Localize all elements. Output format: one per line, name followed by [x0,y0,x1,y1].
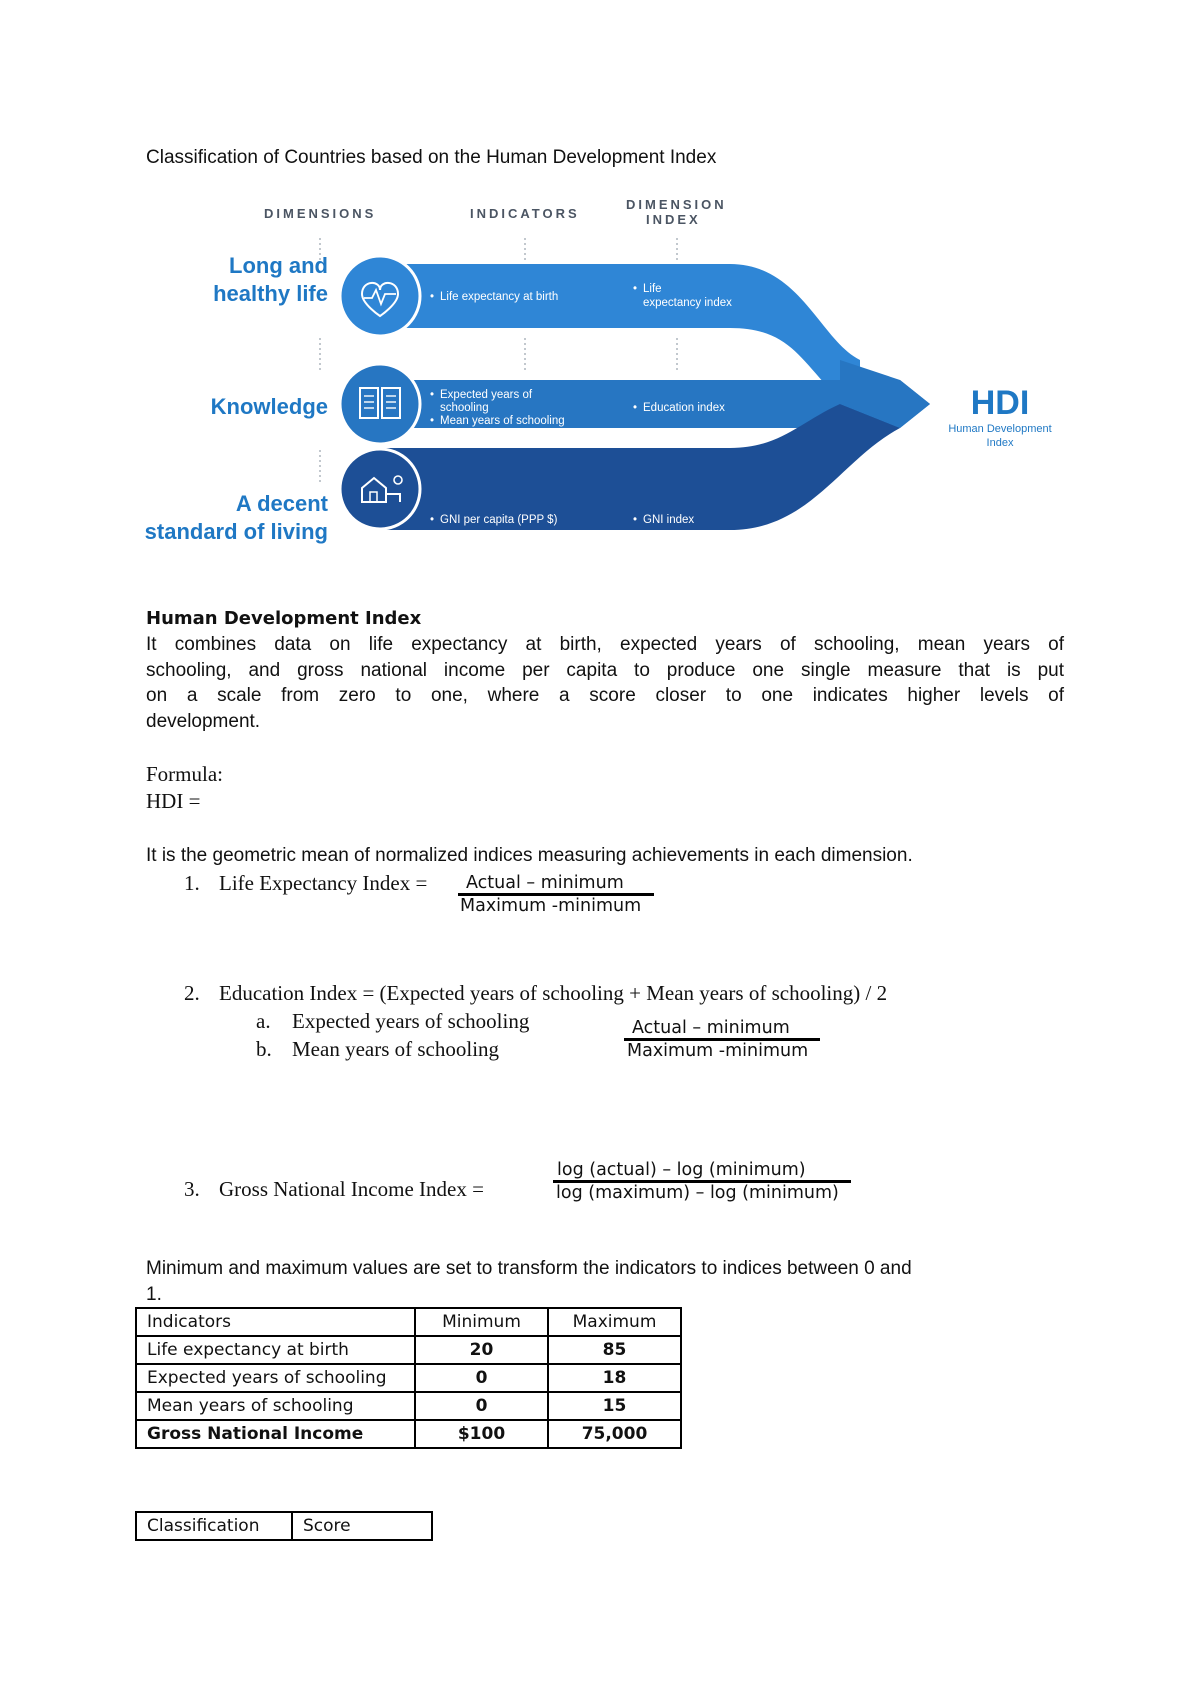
table-cell: Mean years of schooling [136,1392,415,1420]
table-cell: $100 [415,1420,548,1448]
dimension-living-line2: standard of living [144,519,328,544]
table-header-cell: Maximum [548,1308,681,1336]
item2-sub-a-number: a. [256,1009,271,1033]
table-header-cell: Classification [136,1512,292,1540]
note-line: 1. [146,1284,162,1305]
item2-label: Education Index = (Expected years of schooling + Mean years of schooling) / 2 [219,981,888,1005]
fraction-numerator: Actual – minimum [632,1018,790,1038]
life-expectancy-fraction [458,873,654,916]
table-row [136,1392,681,1420]
item3-number: 3. [184,1177,200,1201]
table-cell: 20 [415,1336,548,1364]
header-index: INDEX [646,212,701,227]
dimension-health-line2: healthy life [213,281,328,306]
table-cell: 0 [415,1392,548,1420]
education-fraction [624,1018,820,1061]
bullet: • [430,291,435,303]
table-cell: 0 [415,1364,548,1392]
table-cell: 75,000 [548,1420,681,1448]
header-indicators: INDICATORS [470,206,580,221]
fraction-denominator: log (maximum) – log (minimum) [556,1183,839,1203]
minmax-table [135,1307,682,1449]
paragraph-line: It combines data on life expectancy at birth, expected years of schooling, mean years of [146,634,1064,655]
hdi-heading: Human Development Index [146,608,422,629]
bullet: • [633,402,638,414]
table-cell: Expected years of schooling [136,1364,415,1392]
index-life-2: expectancy index [643,297,732,309]
minmax-note [146,1256,912,1308]
house-icon [340,449,420,529]
table-header-row [136,1308,681,1336]
dimension-health-line1: Long and [229,253,328,278]
hdi-equation: HDI = [146,789,201,813]
bullet: • [430,389,435,401]
indicator-gni: GNI per capita (PPP $) [440,514,558,526]
index-gni: GNI index [643,514,695,526]
hdi-subtitle-2: Index [986,437,1014,449]
hdi-paragraph [146,632,1064,734]
page-title: Classification of Countries based on the Human Development Index [146,147,717,168]
bullet: • [430,514,435,526]
geometric-mean-text: It is the geometric mean of normalized indices measuring achievements in each dimension. [146,845,913,866]
table-row [136,1364,681,1392]
table-cell: 85 [548,1336,681,1364]
header-dimensions: DIMENSIONS [264,206,377,221]
book-icon [340,364,420,444]
hdi-title: HDI [970,384,1030,422]
table-header-cell: Score [292,1512,432,1540]
index-life-1: Life [643,283,662,295]
classification-table [135,1511,433,1541]
bullet: • [633,283,638,295]
table-cell: 15 [548,1392,681,1420]
paragraph-line: development. [146,710,261,732]
paragraph-line: schooling, and gross national income per capita to produce one single measure that is put [146,659,1064,681]
indicator-expected-years-1: Expected years of [440,389,533,401]
table-cell: Gross National Income [136,1420,415,1448]
index-education: Education index [643,402,725,414]
indicator-mean-years: Mean years of schooling [440,415,565,427]
table-header-row [136,1512,432,1540]
table-header-cell: Minimum [415,1308,548,1336]
indicator-life-expectancy: Life expectancy at birth [440,291,559,303]
paragraph-line: on a scale from zero to one, where a score closer to one indicates higher levels of [146,685,1064,706]
item2-sub-b-number: b. [256,1037,272,1061]
gni-fraction [553,1160,851,1203]
table-cell: Life expectancy at birth [136,1336,415,1364]
heart-pulse-icon [340,256,420,336]
fraction-numerator: log (actual) – log (minimum) [557,1160,806,1180]
fraction-denominator: Maximum -minimum [627,1041,809,1061]
band-health [380,264,860,400]
dimension-knowledge: Knowledge [210,394,328,419]
table-header-cell: Indicators [136,1308,415,1336]
hdi-subtitle-1: Human Development [948,423,1052,435]
item3-label: Gross National Income Index = [219,1177,484,1201]
fraction-denominator: Maximum -minimum [460,896,642,916]
item1-number: 1. [184,871,200,895]
item1-label: Life Expectancy Index = [219,871,428,895]
indicator-expected-years-2: schooling [440,402,489,414]
item2-number: 2. [184,981,200,1005]
item2-sub-a: Expected years of schooling [292,1009,530,1033]
fraction-numerator: Actual – minimum [466,873,624,893]
table-row [136,1420,681,1448]
formula-label: Formula: [146,762,223,786]
hdi-diagram [140,190,1080,590]
item2-sub-b: Mean years of schooling [292,1037,500,1061]
note-line: Minimum and maximum values are set to transform the indicators to indices between 0 and [146,1258,912,1279]
bullet: • [633,514,638,526]
table-row [136,1336,681,1364]
bullet: • [430,415,435,427]
table-cell: 18 [548,1364,681,1392]
dimension-living-line1: A decent [235,491,328,516]
header-dimension: DIMENSION [626,197,727,212]
